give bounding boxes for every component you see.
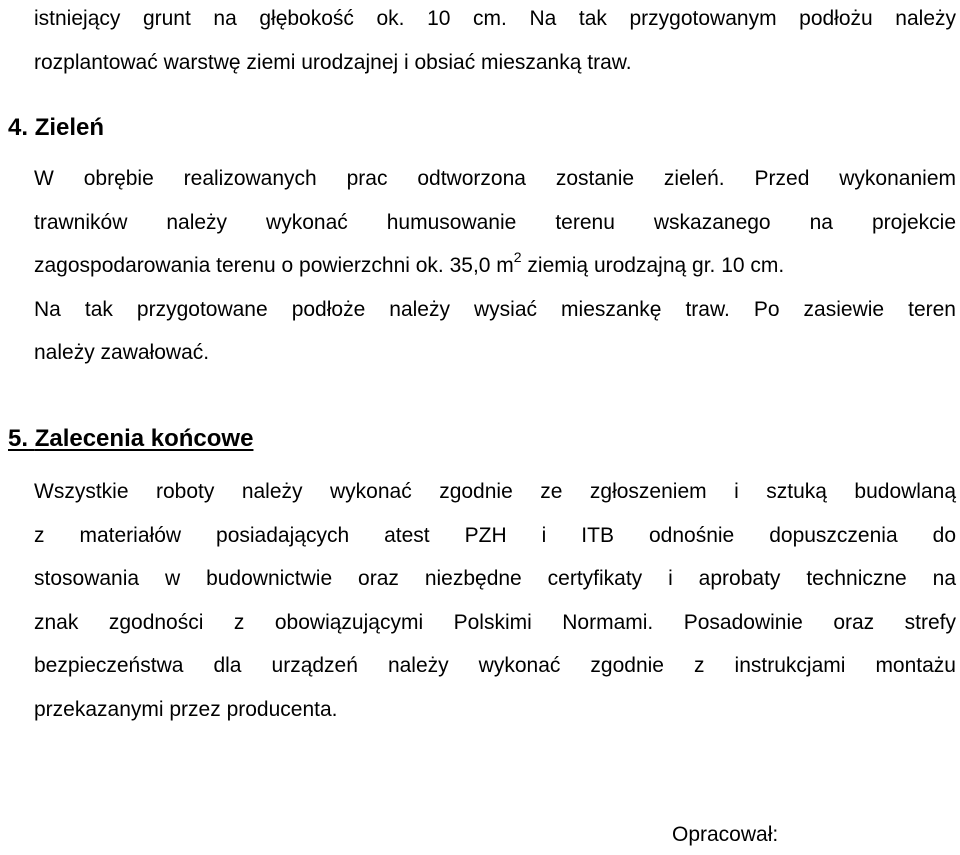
section-4-title: Zieleń bbox=[34, 114, 105, 141]
section-4-line-3-tail: ziemią urodzajną gr. 10 cm. bbox=[521, 254, 785, 277]
section-5-number: 5. bbox=[8, 425, 29, 452]
section-4-heading bbox=[8, 114, 104, 142]
section-4-line-2: trawników należy wykonać humusowanie terenu wskazanego na projekcie bbox=[34, 210, 956, 234]
section-5-line-3: stosowania w budownictwie oraz niezbędne certyfikaty i aprobaty techniczne na bbox=[34, 567, 956, 590]
signature-label: Opracował: bbox=[672, 823, 779, 846]
section-5-heading-text bbox=[8, 425, 253, 452]
section-4-line-1: W obrębie realizowanych prac odtworzona zostanie zieleń. Przed wykonaniem bbox=[34, 167, 956, 190]
section-4-line-3-text: zagospodarowania terenu o powierzchni ok. 35,0 m bbox=[34, 254, 514, 277]
section-5-line-5: bezpieczeństwa dla urządzeń należy wykonać zgodnie z instrukcjami montażu bbox=[34, 654, 956, 677]
superscript-exponent: 2 bbox=[513, 249, 522, 265]
intro-line-2: rozplantować warstwę ziemi urodzajnej i obsiać mieszanką traw. bbox=[34, 50, 632, 74]
section-4-paragraph bbox=[34, 157, 956, 375]
section-4-number: 4. bbox=[8, 114, 29, 141]
section-5-paragraph bbox=[34, 470, 956, 731]
section-5-title: Zalecenia końcowe bbox=[34, 425, 254, 452]
section-5-line-6: przekazanymi przez producenta. bbox=[34, 697, 338, 721]
section-5-line-4: znak zgodności z obowiązującymi Polskimi Normami. Posadowinie oraz strefy bbox=[34, 610, 956, 634]
section-5-heading bbox=[8, 425, 253, 453]
section-5-line-1: Wszystkie roboty należy wykonać zgodnie ze zgłoszeniem i sztuką budowlaną bbox=[34, 480, 956, 503]
intro-paragraph bbox=[34, 0, 956, 84]
section-4-line-5: należy zawałować. bbox=[34, 341, 210, 364]
section-4-line-4: Na tak przygotowane podłoże należy wysiać mieszankę traw. Po zasiewie teren bbox=[34, 297, 956, 321]
intro-line-1: istniejący grunt na głębokość ok. 10 cm. Na tak przygotowanym podłożu należy bbox=[34, 7, 956, 30]
section-5-line-2: z materiałów posiadających atest PZH i ITB odnośnie dopuszczenia do bbox=[34, 523, 956, 547]
section-4-line-3 bbox=[34, 244, 956, 288]
